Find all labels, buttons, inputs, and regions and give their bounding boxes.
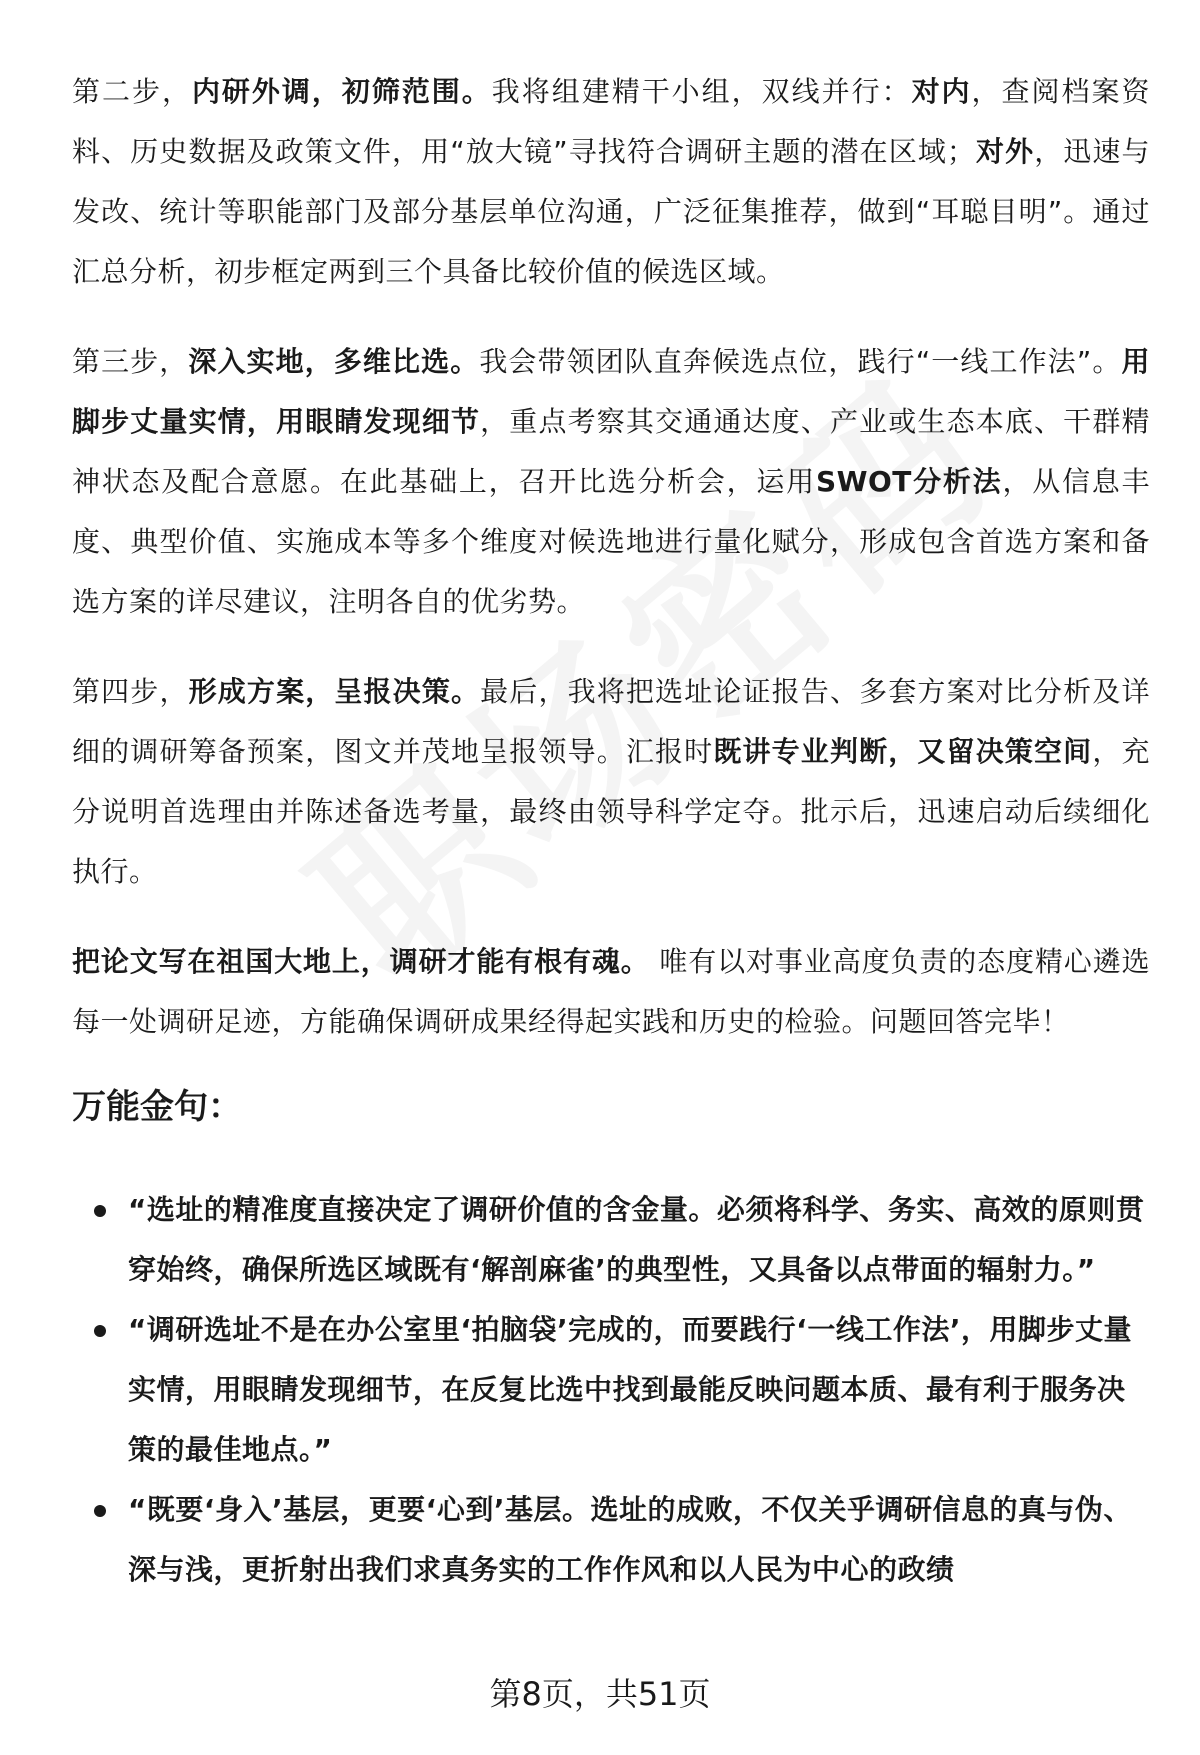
bullet-icon (94, 1325, 106, 1337)
paragraph-step-3 (72, 332, 1150, 632)
text-segment: 最后，我将把选址论证报告、多套方案对比分析及详细的调研筹备预案，图文并茂地呈报领导。汇报时 (72, 675, 1150, 768)
quote-text: “既要‘身入’基层，更要‘心到’基层。选址的成败，不仅关乎调研信息的真与伪、深与浅，更折射出我们求真务实的工作作风和以人民为中心的政绩 (128, 1493, 1132, 1586)
text-segment: 我会带领团队直奔候选点位，践行“一线工作法”。 (479, 345, 1122, 378)
list-item (72, 1480, 1150, 1600)
bold-text-segment: 用脚步丈量实情，用眼睛发现细节 (72, 345, 1150, 438)
bold-text-segment: 形成方案，呈报决策。 (188, 675, 481, 708)
text-segment: 第三步， (72, 345, 189, 378)
text-segment: ，从信息丰度、典型价值、实施成本等多个维度对候选地进行量化赋分，形成包含首选方案和备选方案的详尽建议，注明各自的优劣势。 (72, 465, 1150, 618)
bold-text-segment: SWOT分析法 (815, 465, 1003, 498)
paragraph-step-4 (72, 662, 1150, 902)
text-segment: ，充分说明首选理由并陈述备选考量，最终由领导科学定夺。批示后，迅速启动后续细化执行。 (72, 735, 1150, 888)
bold-text-segment: 对内 (911, 75, 972, 108)
text-segment: 第四步， (72, 675, 189, 708)
list-item (72, 1300, 1150, 1480)
quote-list (72, 1180, 1150, 1600)
text-segment: ，迅速与发改、统计等职能部门及部分基层单位沟通，广泛征集推荐，做到“耳聪目明”。通过汇总分析，初步框定两到三个具备比较价值的候选区域。 (72, 135, 1150, 288)
quote-text: “选址的精准度直接决定了调研价值的含金量。必须将科学、务实、高效的原则贯穿始终，确保所选区域既有‘解剖麻雀’的典型性，又具备以点带面的辐射力。” (128, 1193, 1145, 1286)
bullet-icon (94, 1205, 106, 1217)
bold-text-segment: 对外 (975, 135, 1035, 168)
document-content (72, 62, 1150, 1600)
paragraph-conclusion (72, 932, 1150, 1052)
bold-text-segment: 深入实地，多维比选。 (188, 345, 480, 378)
text-segment: 我将组建精干小组，双线并行： (491, 75, 912, 108)
bold-text-segment: 把论文写在祖国大地上，调研才能有根有魂。 (72, 945, 650, 978)
quote-text: “调研选址不是在办公室里‘拍脑袋’完成的，而要践行‘一线工作法’，用脚步丈量实情，用眼睛发现细节，在反复比选中找到最能反映问题本质、最有利于服务决策的最佳地点。” (128, 1313, 1132, 1466)
text-segment: 第二步， (72, 75, 192, 108)
section-heading: 万能金句： (72, 1087, 242, 1127)
list-item (72, 1180, 1150, 1300)
paragraph-step-2 (72, 62, 1150, 302)
bold-text-segment: 内研外调，初筛范围。 (191, 75, 492, 108)
text-segment: 唯有以对事业高度负责的态度精心遴选每一处调研足迹，方能确保调研成果经得起实践和历史的检验。问题回答完毕！ (72, 945, 1150, 1038)
page-number: 第8页，共51页 (489, 1675, 711, 1713)
text-segment: ，重点考察其交通通达度、产业或生态本底、干群精神状态及配合意愿。在此基础上，召开比选分析会，运用 (72, 405, 1150, 498)
bold-text-segment: 既讲专业判断，又留决策空间 (713, 735, 1093, 768)
text-segment: ，查阅档案资料、历史数据及政策文件，用“放大镜”寻找符合调研主题的潜在区域； (72, 75, 1150, 168)
bullet-icon (94, 1505, 106, 1517)
